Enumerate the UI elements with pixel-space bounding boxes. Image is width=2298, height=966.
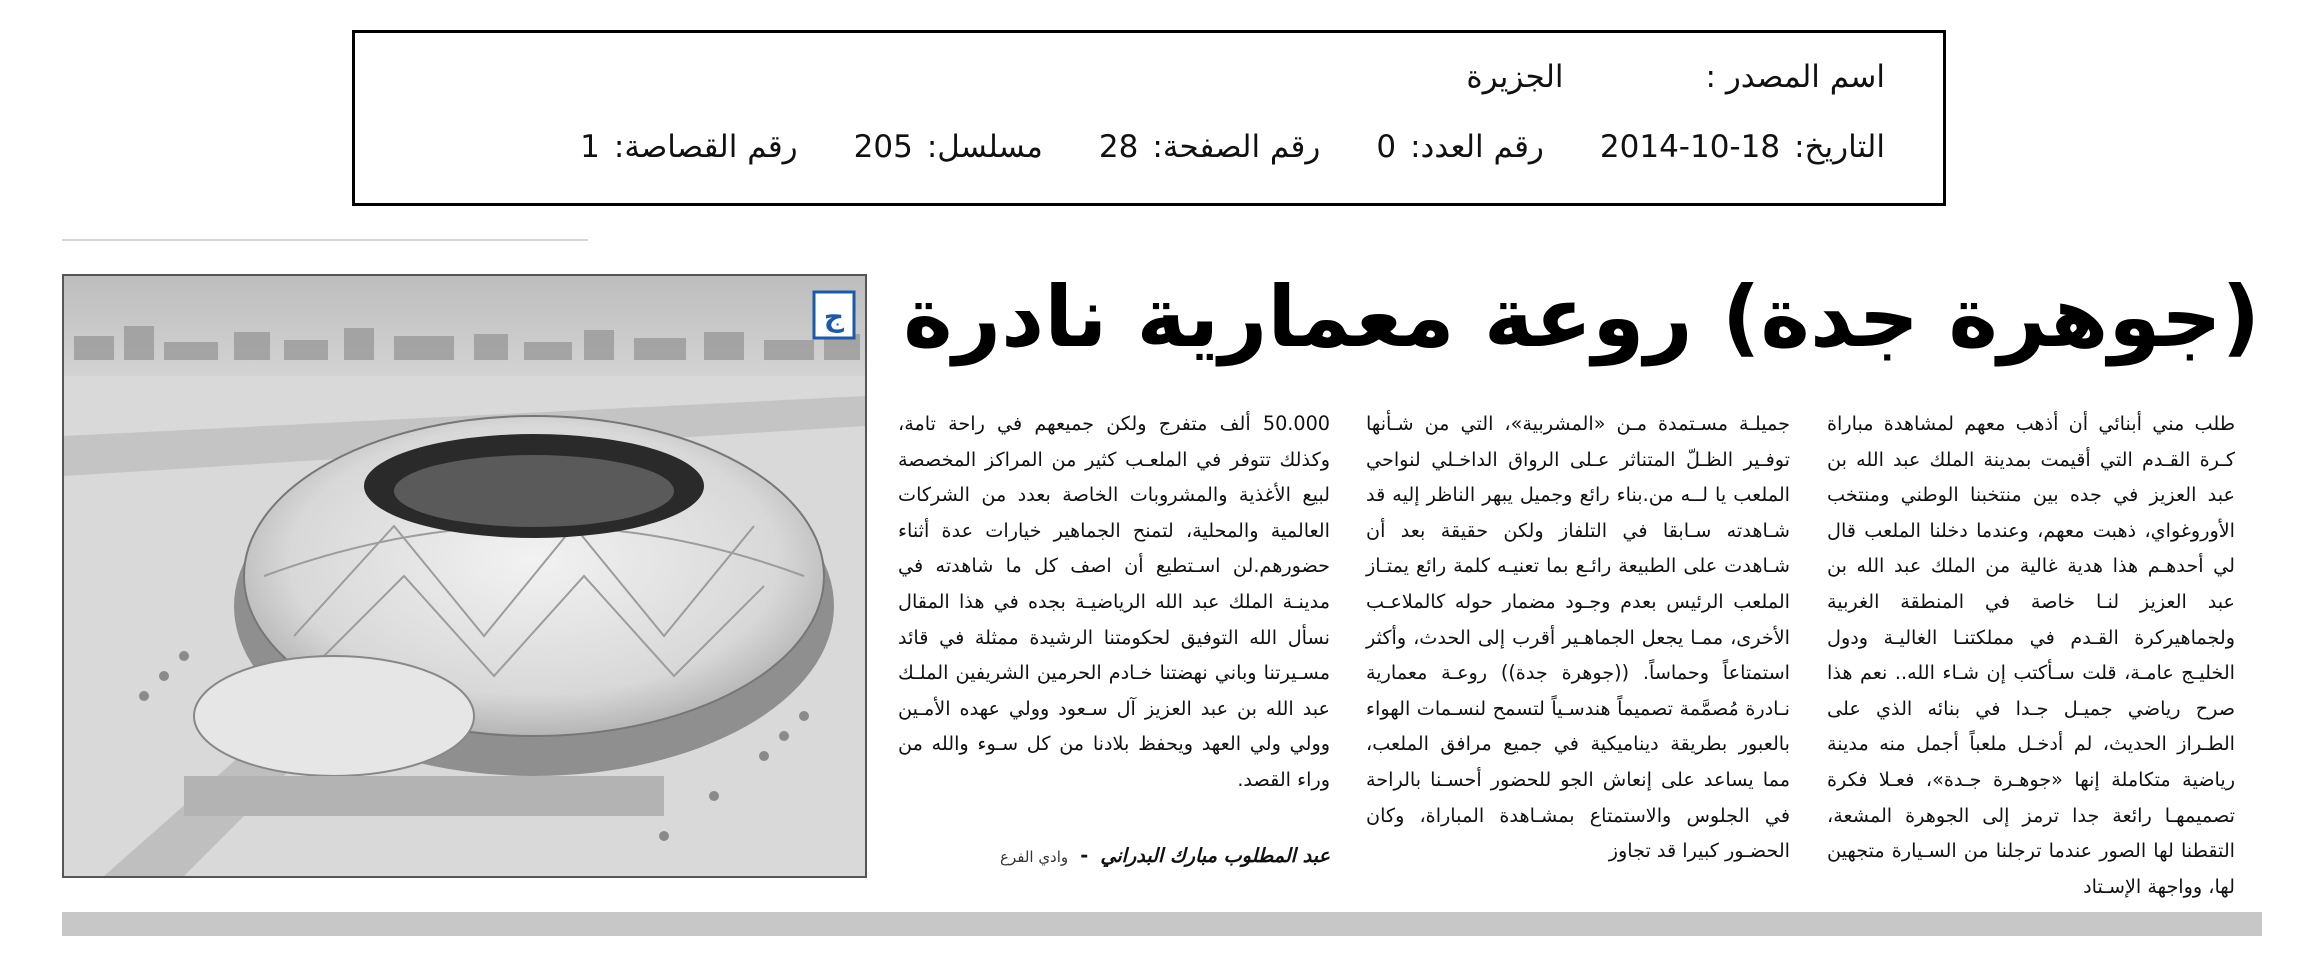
author-location: وادي الفرع <box>1000 848 1069 866</box>
issue-info-row <box>580 129 1885 165</box>
date-field <box>1600 129 1885 165</box>
clipping-metadata-box <box>352 30 1946 206</box>
article-column-3 <box>898 406 1330 798</box>
stadium-photo <box>62 274 867 878</box>
clipping-number-field <box>580 129 797 165</box>
page-number-label: رقم الصفحة: <box>1152 129 1321 165</box>
byline-separator: - <box>1080 844 1089 867</box>
article-headline: (جوهرة جدة) روعة معمارية نادرة <box>903 268 2260 366</box>
secondary-arena <box>194 656 474 776</box>
clipping-number-label: رقم القصاصة: <box>613 129 798 165</box>
date-value: 2014-10-18 <box>1599 129 1781 165</box>
parking-area <box>184 776 664 816</box>
logo-letter: ج <box>823 300 845 333</box>
bottom-bar <box>62 912 2262 936</box>
author-byline <box>898 844 1330 867</box>
date-label: التاريخ: <box>1794 129 1885 165</box>
source-value: الجزيرة <box>1466 59 1564 95</box>
page-number-field <box>1099 129 1320 165</box>
pitch <box>394 455 674 527</box>
issue-number-value: 0 <box>1376 129 1397 165</box>
source-row <box>1466 59 1885 95</box>
article-column-1 <box>1827 406 2235 904</box>
column-1-text: طلب مني أبنائي أن أذهب معهم لمشاهدة مباراة كـرة القـدم التي أقيمت بمدينة الملك عبد الله بن عبد العزيز في جده بين منتخبنا الوطني ومنتخب الأوروغواي، ذهبت معهم، وعندما دخلنا الملعب قال لي أحدهـم هذا هدية غالية من الملك عبد الله بن عبد العزيز لنـا خاصة في المنطقة الغربية ولجماهيركرة القـدم في مملكتنـا الغاليـة ودول الخليـج عامـة، قلت سـأكتب إن شـاء الله.. نعم هذا صرح رياضي جميـل جـدا في بنائه الذي على الطـراز الحديث، لم أدخـل ملعباً أجمل منه مدينة رياضية متكاملة إنها «جوهـرة جـدة»، فعـلا فكرة تصميمهـا رائعة جدا ترمز إلى الجوهرة المشعة، التقطنا لها الصور عندما ترجلنا من السـيارة متجهين لها، وواجهة الإسـتاد <box>1827 412 2235 898</box>
column-3-text: 50.000 ألف متفرج ولكن جميعهم في راحة تامة، وكذلك تتوفر في الملعـب كثير من المراكز المخصصة لبيع الأغذية والمشروبات الخاصة بعدد من الشركات العالمية والمحلية، لتمنح الجماهير خيارات عدة أثناء حضورهم.لن اسـتطيع أن اصف كل ما شاهدته في مدينـة الملك عبد الله الرياضيـة بجده في هذا المقال نسأل الله التوفيق لحكومتنا الرشيدة ممثلة في قائد مسـيرتنا وباني نهضتنا خـادم الحرمين الشريفين الملـك عبد الله بن عبد العزيز آل سـعود وولي عهده الأمـين وولي ولي العهد ويحفظ بلادنا من كل سـوء والله من وراء القصد. <box>898 412 1330 791</box>
issue-number-field <box>1376 129 1544 165</box>
serial-field <box>854 129 1043 165</box>
issue-number-label: رقم العدد: <box>1410 129 1544 165</box>
source-label: اسم المصدر : <box>1705 59 1885 95</box>
author-name: عبد المطلوب مبارك البدراني <box>1100 844 1330 867</box>
stadium-illustration <box>64 276 865 876</box>
column-2-text: جميلـة مسـتمدة مـن «المشربية»، التي من شـأنها توفـير الظـلّ المتناثر عـلى الرواق الداخـلي لنواحي الملعب يا لــه من.بناء رائع وجميل يبهر الناظر إليه قد شـاهدته سـابقا في التلفاز ولكن حقيقة بعد أن شـاهدت على الطبيعة رائـع بما تعنيـه كلمة رائع يمتـاز الملعب الرئيس بعدم وجـود مضمار حوله كالملاعـب الأخرى، ممـا يجعل الجماهـير أقرب إلى الحدث، وأكثر استمتاعاً وحماساً. ((جوهرة جدة)) روعـة معمارية نـادرة مُصمَّمة تصميماً هندسـياً لتسمح لنسـمات الهواء بالعبور بطريقة ديناميكية في جميع مرافق الملعب، مما يساعد على إنعاش الجو للحضور أحسـنا بالراحة في الجلوس والاستمتاع بمشـاهدة المباراة، وكان الحضـور كبيرا قد تجاوز <box>1366 412 1790 863</box>
divider-rule <box>62 239 588 241</box>
clipping-number-value: 1 <box>580 129 600 165</box>
serial-value: 205 <box>853 129 913 165</box>
page-number-value: 28 <box>1098 129 1139 165</box>
serial-label: مسلسل: <box>926 129 1043 165</box>
source-field <box>1706 59 1885 95</box>
article-column-2 <box>1366 406 1790 869</box>
